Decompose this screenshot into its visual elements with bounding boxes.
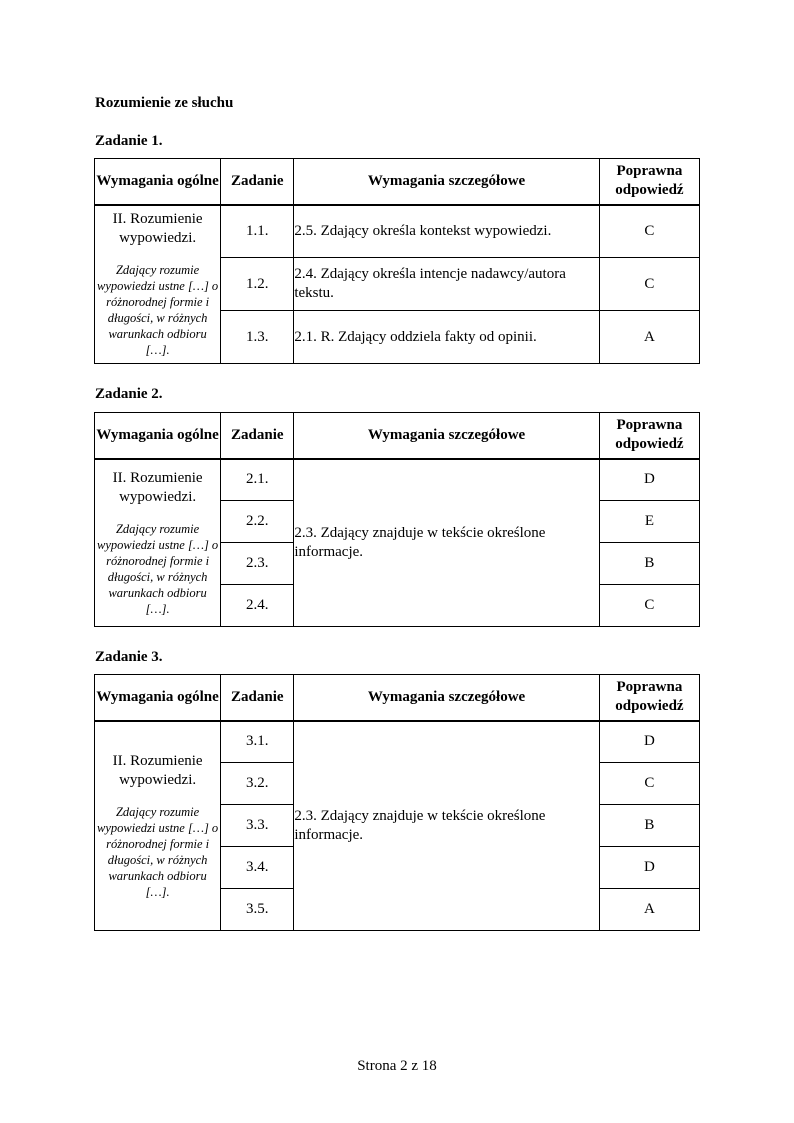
correct-answer: B	[599, 805, 699, 847]
correct-answer: C	[599, 258, 699, 311]
correct-answer: E	[599, 501, 699, 543]
header-wymagania-szczegolowe: Wymagania szczegółowe	[294, 675, 600, 721]
header-zadanie: Zadanie	[221, 413, 294, 459]
header-wymagania-ogolne: Wymagania ogólne	[95, 413, 221, 459]
detailed-requirement: 2.5. Zdający określa kontekst wypowiedzi.	[294, 205, 600, 258]
header-zadanie: Zadanie	[221, 159, 294, 205]
table-header-row	[95, 675, 700, 721]
task-3-table	[94, 674, 700, 931]
task-number: 1.2.	[221, 258, 294, 311]
general-requirement-main: II. Rozumienie wypowiedzi.	[112, 211, 203, 247]
task-number: 2.1.	[221, 459, 294, 501]
correct-answer: C	[599, 585, 699, 627]
general-requirement-main: II. Rozumienie wypowiedzi.	[112, 469, 203, 505]
header-poprawna-odpowiedz: Poprawna odpowiedź	[599, 413, 699, 459]
table-row	[95, 205, 700, 258]
correct-answer: C	[599, 763, 699, 805]
task-1-title: Zadanie 1.	[95, 133, 163, 149]
correct-answer: D	[599, 721, 699, 763]
task-number: 3.1.	[221, 721, 294, 763]
page-number: Strona 2 z 18	[357, 1058, 437, 1074]
header-wymagania-ogolne: Wymagania ogólne	[95, 675, 221, 721]
table-header-row	[95, 413, 700, 459]
correct-answer: D	[599, 459, 699, 501]
task-number: 3.2.	[221, 763, 294, 805]
task-number: 3.3.	[221, 805, 294, 847]
header-wymagania-szczegolowe: Wymagania szczegółowe	[294, 159, 600, 205]
general-requirement-description: Zdający rozumie wypowiedzi ustne […] o różnorodnej formie i długości, w różnych warunkach odbioru […].	[97, 521, 219, 616]
correct-answer: B	[599, 543, 699, 585]
general-requirement-cell	[95, 721, 221, 931]
general-requirement-main: II. Rozumienie wypowiedzi.	[112, 752, 203, 788]
header-poprawna-odpowiedz: Poprawna odpowiedź	[599, 675, 699, 721]
task-number: 2.3.	[221, 543, 294, 585]
task-number: 2.2.	[221, 501, 294, 543]
detailed-requirement: 2.3. Zdający znajduje w tekście określone informacje.	[294, 721, 600, 931]
header-zadanie: Zadanie	[221, 675, 294, 721]
section-title: Rozumienie ze słuchu	[95, 95, 234, 111]
general-requirement-description: Zdający rozumie wypowiedzi ustne […] o różnorodnej formie i długości, w różnych warunkach odbioru […].	[97, 804, 219, 899]
general-requirement-cell	[95, 459, 221, 627]
table-row	[95, 721, 700, 763]
general-requirement-description: Zdający rozumie wypowiedzi ustne […] o różnorodnej formie i długości, w różnych warunkach odbioru […].	[97, 263, 219, 358]
task-2-table	[94, 412, 700, 627]
task-number: 3.4.	[221, 847, 294, 889]
header-poprawna-odpowiedz: Poprawna odpowiedź	[599, 159, 699, 205]
detailed-requirement: 2.1. R. Zdający oddziela fakty od opinii.	[294, 311, 600, 364]
correct-answer: C	[599, 205, 699, 258]
task-2-title: Zadanie 2.	[95, 386, 163, 402]
detailed-requirement: 2.4. Zdający określa intencje nadawcy/autora tekstu.	[294, 258, 600, 311]
task-number: 1.3.	[221, 311, 294, 364]
correct-answer: A	[599, 889, 699, 931]
task-number: 1.1.	[221, 205, 294, 258]
correct-answer: D	[599, 847, 699, 889]
task-1-table	[94, 158, 700, 364]
detailed-requirement: 2.3. Zdający znajduje w tekście określone informacje.	[294, 459, 600, 627]
header-wymagania-ogolne: Wymagania ogólne	[95, 159, 221, 205]
header-wymagania-szczegolowe: Wymagania szczegółowe	[294, 413, 600, 459]
task-3-title: Zadanie 3.	[95, 649, 163, 665]
table-header-row	[95, 159, 700, 205]
table-row	[95, 459, 700, 501]
correct-answer: A	[599, 311, 699, 364]
task-number: 2.4.	[221, 585, 294, 627]
task-number: 3.5.	[221, 889, 294, 931]
general-requirement-cell	[95, 205, 221, 364]
